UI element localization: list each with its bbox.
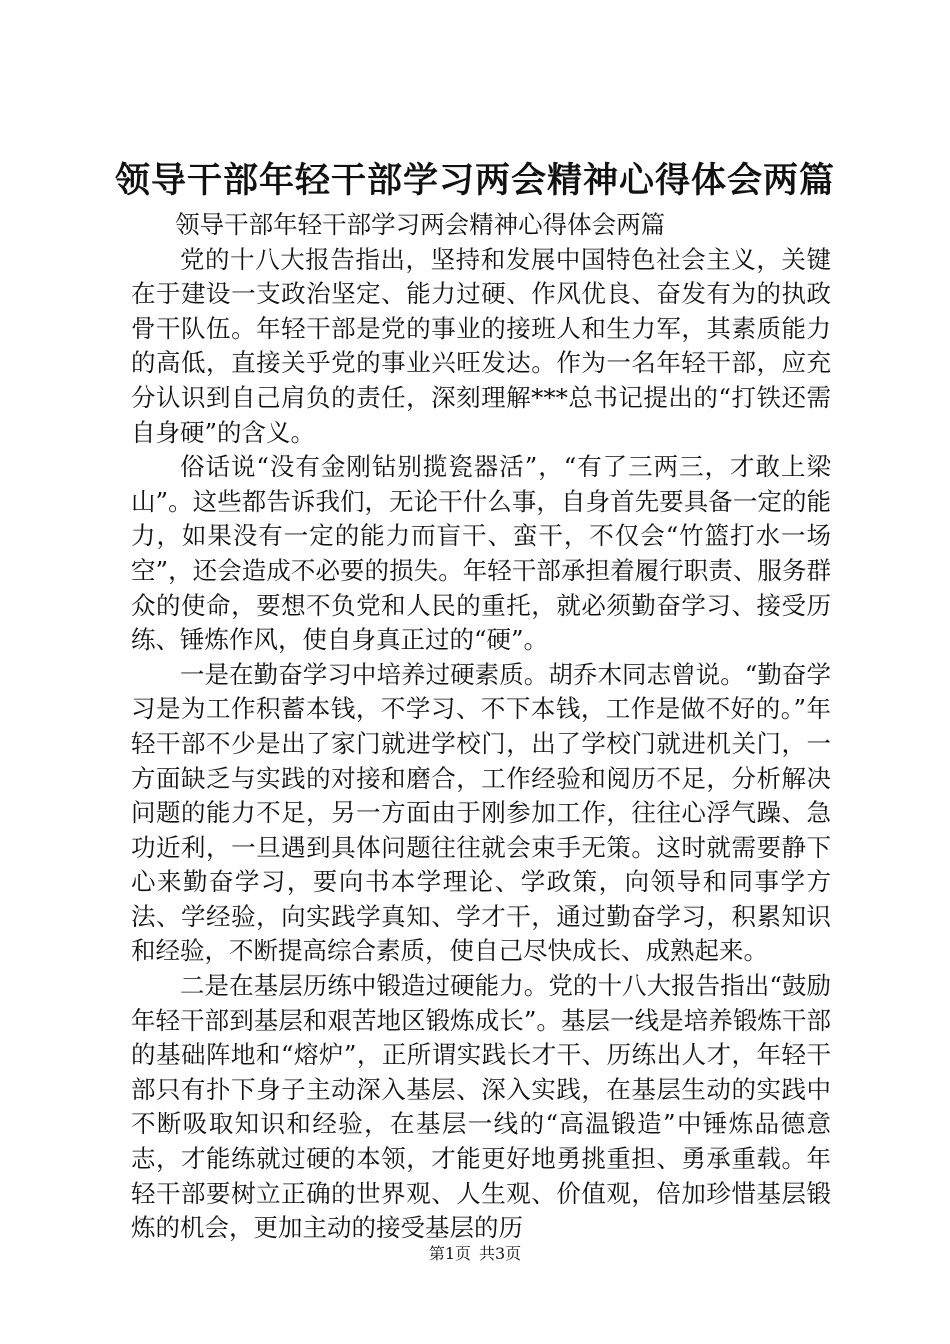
paragraph-3: 一是在勤奋学习中培养过硬素质。胡乔木同志曾说。“勤奋学习是为工作积蓄本钱，不学习、不下本钱，工作是做不好的。”年轻干部不少是出了家门就进学校门，出了学校门就进机关门，一方面缺乏与实践的对接和磨合，工作经验和阅历不足，分析解决问题的能力不足，另一方面由于刚参加工作，往往心浮气躁、急功近利，一旦遇到具体问题往往就会束手无策。这时就需要静下心来勤奋学习，要向书本学理论、学政策，向领导和同事学方法、学经验，向实践学真知、学才干，通过勤奋学习，积累知识和经验，不断提高综合素质，使自己尽快成长、成熟起来。 (131, 659, 831, 966)
document-subtitle: 领导干部年轻干部学习两会精神心得体会两篇 (175, 210, 666, 239)
page-total: 共3页 (479, 1244, 522, 1263)
page-number: 第1页 (428, 1244, 471, 1263)
page-footer (0, 1243, 950, 1265)
document-body (131, 208, 831, 1246)
paragraph-2: 俗话说“没有金刚钻别揽瓷器活”，“有了三两三，才敢上梁山”。这些都告诉我们，无论干什么事，自身首先要具备一定的能力，如果没有一定的能力而盲干、蛮干，不仅会“竹篮打水一场空”，还会造成不必要的损失。年轻干部承担着履行职责、服务群众的使命，要想不负党和人民的重托，就必须勤奋学习、接受历练、锤炼作风，使自身真正过的“硬”。 (131, 452, 831, 655)
paragraph-4: 二是在基层历练中锻造过硬能力。党的十八大报告指出“鼓励年轻干部到基层和艰苦地区锻炼成长”。基层一线是培养锻炼干部的基础阵地和“熔炉”，正所谓实践长才干、历练出人才，年轻干部只有扑下身子主动深入基层、深入实践，在基层生动的实践中不断吸取知识和经验，在基层一线的“高温锻造”中锤炼品德意志，才能练就过硬的本领，才能更好地勇挑重担、勇承重载。年轻干部要树立正确的世界观、人生观、价值观，倍加珍惜基层锻炼的机会，更加主动的接受基层的历 (131, 971, 831, 1243)
paragraph-1: 党的十八大报告指出，坚持和发展中国特色社会主义，关键在于建设一支政治坚定、能力过硬、作风优良、奋发有为的执政骨干队伍。年轻干部是党的事业的接班人和生力军，其素质能力的高低，直接关乎党的事业兴旺发达。作为一名年轻干部，应充分认识到自己肩负的责任，深刻理解***总书记提出的“打铁还需自身硬”的含义。 (131, 244, 831, 447)
document-title: 领导干部年轻干部学习两会精神心得体会两篇 (114, 161, 835, 201)
